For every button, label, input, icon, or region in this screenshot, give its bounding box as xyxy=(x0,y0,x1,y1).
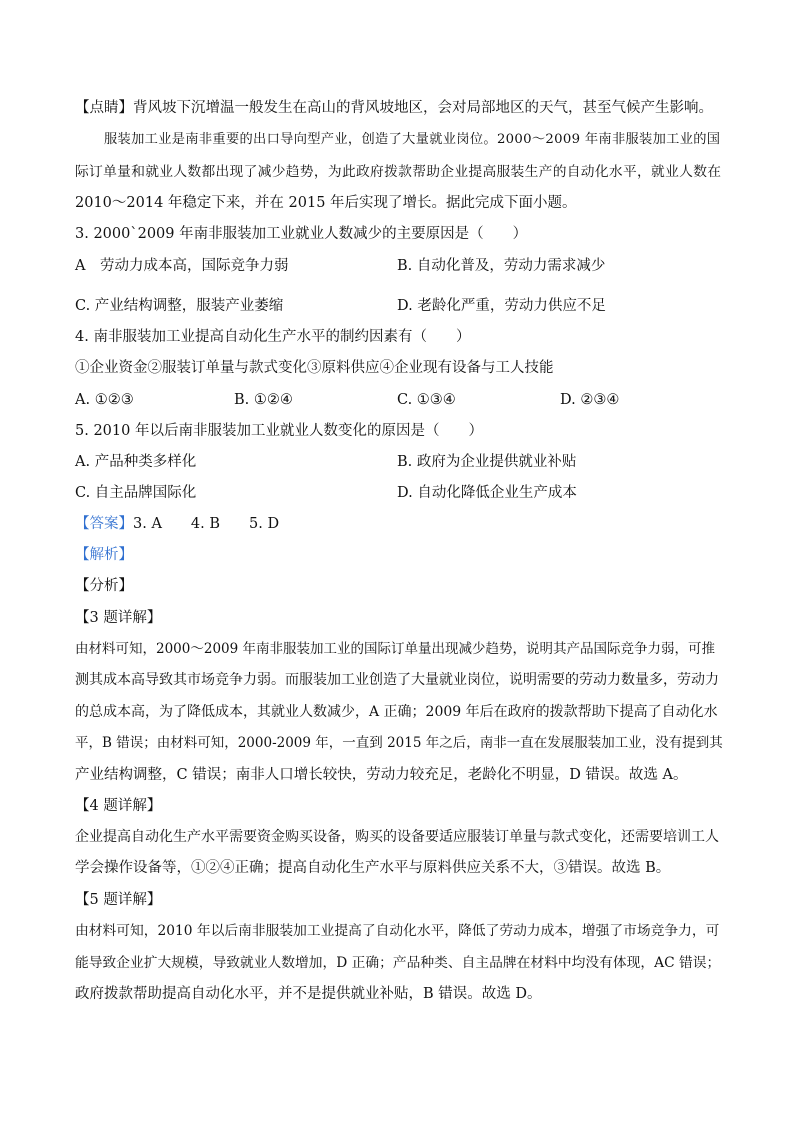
detail-3-line-3: 的总成本高，为了降低成本，其就业人数减少，A 正确；2009 年后在政府的拨款帮助下提高了自动化水 xyxy=(75,704,718,720)
detail-5-label: 【5 题详解】 xyxy=(75,892,162,908)
fenxi-label: 【分析】 xyxy=(75,578,133,594)
question-4-option-b: B. ①②④ xyxy=(234,392,293,408)
answer-label: 【答案】 xyxy=(75,516,133,532)
tip-label: 【点睛】 xyxy=(75,100,133,116)
detail-5-line-3: 政府拨款帮助提高自动化水平，并不是提供就业补贴，B 错误。故选 D。 xyxy=(75,986,542,1002)
detail-3-line-5: 产业结构调整，C 错误；南非人口增长较快，劳动力较充足，老龄化不明显，D 错误。故选 A。 xyxy=(75,767,688,783)
answer-text: 3. A 4. B 5. D xyxy=(133,516,280,532)
question-3-option-a: A 劳动力成本高，国际竞争力弱 xyxy=(75,258,289,274)
detail-5-line-1: 由材料可知，2010 年以后南非服装加工业提高了自动化水平，降低了劳动力成本，增强了市场竞争力，可 xyxy=(75,923,720,939)
question-4-option-c: C. ①③④ xyxy=(397,392,456,408)
detail-3-label: 【3 题详解】 xyxy=(75,610,162,626)
question-5-option-c: C. 自主品牌国际化 xyxy=(75,485,197,501)
question-4-option-d: D. ②③④ xyxy=(560,392,620,408)
question-5-stem: 5. 2010 年以后南非服装加工业就业人数变化的原因是（ ） xyxy=(75,423,483,439)
material-line-3: 2010～2014 年稳定下来，并在 2015 年后实现了增长。据此完成下面小题。 xyxy=(75,195,577,211)
question-4-stem: 4. 南非服装加工业提高自动化生产水平的制约因素有（ ） xyxy=(75,329,471,345)
question-4-option-a: A. ①②③ xyxy=(75,392,134,408)
question-5-option-a: A. 产品种类多样化 xyxy=(75,454,197,470)
detail-4-line-2: 学会操作设备等，①②④正确；提高自动化生产水平与原料供应关系不大，③错误。故选 B。 xyxy=(75,860,671,876)
tip-line xyxy=(75,98,713,118)
material-line-1: 服装加工业是南非重要的出口导向型产业，创造了大量就业岗位。2000～2009 年南非服装加工业的国 xyxy=(104,132,721,147)
question-5-option-b: B. 政府为企业提供就业补贴 xyxy=(397,454,577,470)
detail-4-line-1: 企业提高自动化生产水平需要资金购买设备，购买的设备要适应服装订单量与款式变化，还需要培训工人 xyxy=(75,829,719,845)
detail-5-line-2: 能导致企业扩大规模，导致就业人数增加，D 正确；产品种类、自主品牌在材料中均没有体现，AC 错误； xyxy=(75,955,721,971)
detail-4-label: 【4 题详解】 xyxy=(75,798,162,814)
material-line-2: 际订单量和就业人数都出现了减少趋势，为此政府拨款帮助企业提高服装生产的自动化水平，就业人数在 xyxy=(75,164,722,180)
question-3-stem: 3. 2000`2009 年南非服装加工业就业人数减少的主要原因是（ ） xyxy=(75,226,528,242)
analysis-label: 【解析】 xyxy=(75,547,133,563)
question-5-option-d: D. 自动化降低企业生产成本 xyxy=(397,485,577,501)
question-4-sub: ①企业资金②服装订单量与款式变化③原料供应④企业现有设备与工人技能 xyxy=(75,360,554,376)
question-3-option-d: D. 老龄化严重，劳动力供应不足 xyxy=(397,298,606,314)
detail-3-line-1: 由材料可知，2000～2009 年南非服装加工业的国际订单量出现减少趋势，说明其产品国际竞争力弱，可推 xyxy=(75,641,716,657)
detail-3-line-2: 测其成本高导致其市场竞争力弱。而服装加工业创造了大量就业岗位，说明需要的劳动力数量多，劳动力 xyxy=(75,672,719,688)
question-3-option-c: C. 产业结构调整，服装产业萎缩 xyxy=(75,298,284,314)
tip-text: 背风坡下沉增温一般发生在高山的背风坡地区，会对局部地区的天气，甚至气候产生影响。 xyxy=(133,100,713,116)
answer-line xyxy=(75,514,279,534)
detail-3-line-4: 平，B 错误；由材料可知，2000-2009 年，一直到 2015 年之后，南非一直在发展服装加工业，没有提到其 xyxy=(75,735,723,751)
question-3-option-b: B. 自动化普及，劳动力需求减少 xyxy=(397,258,606,274)
